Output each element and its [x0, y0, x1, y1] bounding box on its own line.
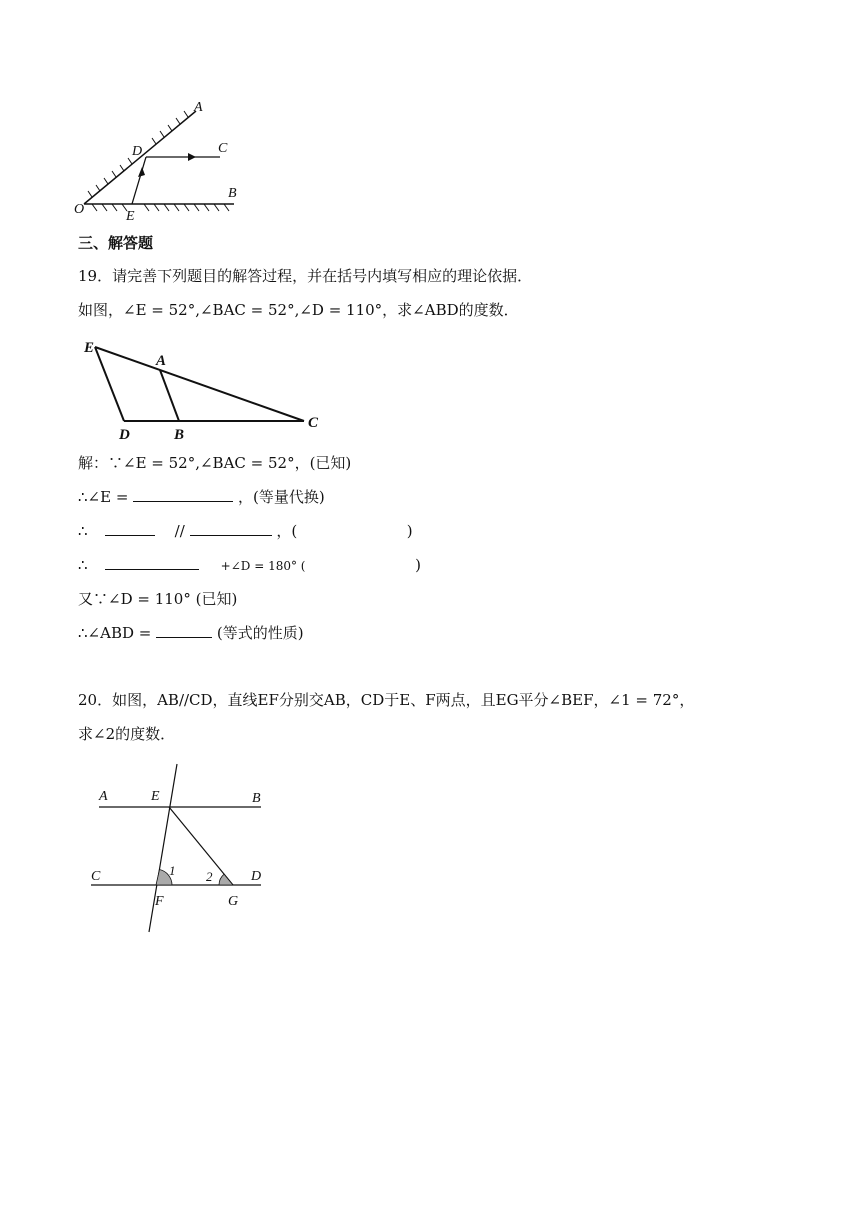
blank-angle-sum[interactable] — [105, 555, 199, 570]
step4-close: ) — [415, 556, 421, 574]
step2-prefix: ∴∠E = — [78, 488, 129, 506]
label-e: E — [126, 209, 135, 224]
solution-step-6 — [78, 623, 304, 643]
blank-reason-4[interactable] — [310, 556, 410, 570]
label-a: A — [156, 353, 167, 369]
q19-prompt: 19．请完善下列题目的解答过程，并在括号内填写相应的理论依据． — [78, 267, 533, 285]
label-d: D — [251, 869, 262, 884]
q20-prompt-2: 求∠2的度数． — [78, 725, 176, 743]
blank-abd[interactable] — [156, 623, 212, 638]
step3-open: ，( — [276, 522, 298, 540]
label-b: B — [228, 186, 237, 201]
label-o: O — [74, 202, 85, 217]
label-g: G — [228, 894, 239, 909]
angle-1-label: 1 — [169, 863, 176, 878]
step3-prefix: ∴ — [78, 522, 88, 540]
label-b: B — [174, 427, 185, 443]
label-e: E — [151, 789, 160, 804]
triangle-figure — [80, 335, 330, 445]
label-d: D — [119, 427, 130, 443]
step6-prefix: ∴∠ABD = — [78, 624, 152, 642]
parallel-lines-figure — [85, 762, 275, 937]
label-f: F — [155, 894, 164, 909]
solution-step-3 — [78, 521, 413, 541]
solution-step-5: 又∵∠D = 110° (已知) — [78, 590, 238, 608]
step3-close: ) — [406, 522, 413, 540]
section-title: 三、解答题 — [78, 234, 154, 252]
blank-angle[interactable] — [133, 487, 233, 502]
label-d: D — [132, 144, 143, 159]
q20-prompt: 20．如图，AB//CD，直线EF分别交AB，CD于E、F两点，且EG平分∠BEF，∠1 = 72°， — [78, 691, 695, 709]
mirror-figure — [70, 95, 250, 225]
step6-reason: (等式的性质) — [216, 624, 304, 642]
label-a: A — [99, 789, 108, 804]
step4-prefix: ∴ — [78, 556, 88, 574]
blank-line-1[interactable] — [105, 521, 155, 536]
step4-sum: +∠D = 180° ( — [220, 559, 306, 573]
solution-step-2 — [78, 487, 325, 507]
label-a: A — [194, 100, 203, 115]
blank-line-2[interactable] — [190, 521, 272, 536]
step2-reason: ，(等量代换) — [237, 488, 325, 506]
blank-reason-3[interactable] — [302, 522, 402, 536]
label-e: E — [84, 340, 95, 356]
angle-2-label: 2 — [206, 869, 213, 884]
q19-given: 如图，∠E = 52°,∠BAC = 52°,∠D = 110°，求∠ABD的度数． — [78, 301, 519, 319]
parallel-symbol: // — [174, 522, 185, 540]
solution-step-4 — [78, 555, 421, 576]
label-b: B — [252, 791, 261, 806]
label-c: C — [218, 141, 228, 156]
label-c: C — [91, 869, 101, 884]
label-c: C — [308, 415, 319, 431]
solution-step-1: 解：∵∠E = 52°,∠BAC = 52°，(已知) — [78, 454, 352, 472]
